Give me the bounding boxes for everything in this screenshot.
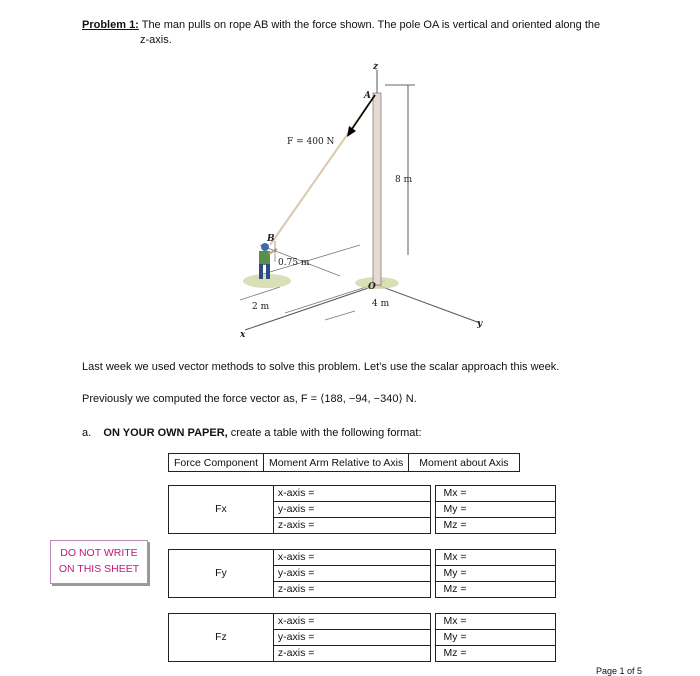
point-o-label: O xyxy=(368,282,376,292)
part-a-instruction xyxy=(82,427,422,439)
fy-moment-z: Mz = xyxy=(435,582,556,598)
fz-moment-z: Mz = xyxy=(435,646,556,662)
fy-moment-y: My = xyxy=(435,566,556,582)
fy-arm-z: z-axis = xyxy=(273,582,430,598)
z-axis-label: z xyxy=(373,62,379,72)
force-label: F = 400 N xyxy=(287,137,335,147)
fz-group xyxy=(168,613,556,662)
fx-component: Fx xyxy=(169,486,274,534)
fy-arm-x: x-axis = xyxy=(273,550,430,566)
y-axis-label: y xyxy=(477,319,483,329)
fz-moment-x: Mx = xyxy=(435,614,556,630)
pole xyxy=(373,93,381,285)
header-force-component: Force Component xyxy=(169,454,264,472)
problem-line-1: The man pulls on rope AB with the force shown. The pole OA is vertical and oriented along the xyxy=(141,19,601,31)
pole-rope-figure xyxy=(225,55,505,355)
header-moment-arm: Moment Arm Relative to Axis xyxy=(264,454,409,472)
part-a-letter: a. xyxy=(82,427,92,439)
dist-x-label: 2 m xyxy=(252,302,270,312)
fx-moment-z: Mz = xyxy=(435,518,556,534)
fz-arm-z: z-axis = xyxy=(273,646,430,662)
stamp-line-2: ON THIS SHEET xyxy=(58,563,140,575)
offset-label: 0.75 m xyxy=(278,258,310,268)
fy-moment-x: Mx = xyxy=(435,550,556,566)
force-arrow xyxy=(350,95,375,132)
part-a-bold: ON YOUR OWN PAPER, xyxy=(103,427,228,439)
y-axis-line xyxy=(377,285,480,323)
stamp-line-1: DO NOT WRITE xyxy=(60,547,138,559)
page-number: Page 1 of 5 xyxy=(595,666,642,676)
height-label: 8 m xyxy=(395,175,413,185)
dimension-line-2m xyxy=(240,287,280,300)
fx-group xyxy=(168,485,556,534)
x-axis-label: x xyxy=(240,330,246,340)
fx-moment-x: Mx = xyxy=(435,486,556,502)
fy-group xyxy=(168,549,556,598)
point-b-label: B xyxy=(267,234,275,244)
problem-label: Problem 1: xyxy=(82,19,139,31)
fx-arm-y: y-axis = xyxy=(273,502,430,518)
problem-line-2: z-axis. xyxy=(140,34,172,46)
fz-arm-y: y-axis = xyxy=(273,630,430,646)
fy-component: Fy xyxy=(169,550,274,598)
previous-result-text: Previously we computed the force vector as, F = ⟨188, −94, −340⟩ N. xyxy=(82,393,417,405)
dimension-tick xyxy=(325,311,355,320)
man-figure xyxy=(259,243,277,279)
fx-arm-x: x-axis = xyxy=(273,486,430,502)
header-moment-about-axis: Moment about Axis xyxy=(409,454,519,472)
dist-y-label: 4 m xyxy=(372,299,390,309)
table-header xyxy=(168,453,520,472)
fx-moment-y: My = xyxy=(435,502,556,518)
fy-arm-y: y-axis = xyxy=(273,566,430,582)
do-not-write-stamp xyxy=(50,540,148,584)
problem-statement xyxy=(82,18,642,48)
fx-arm-z: z-axis = xyxy=(273,518,430,534)
fz-arm-x: x-axis = xyxy=(273,614,430,630)
fz-moment-y: My = xyxy=(435,630,556,646)
fz-component: Fz xyxy=(169,614,274,662)
intro-text: Last week we used vector methods to solve this problem. Let’s use the scalar approach this week. xyxy=(82,361,560,373)
point-a-label: A xyxy=(364,91,371,101)
part-a-rest: create a table with the following format: xyxy=(227,427,422,439)
